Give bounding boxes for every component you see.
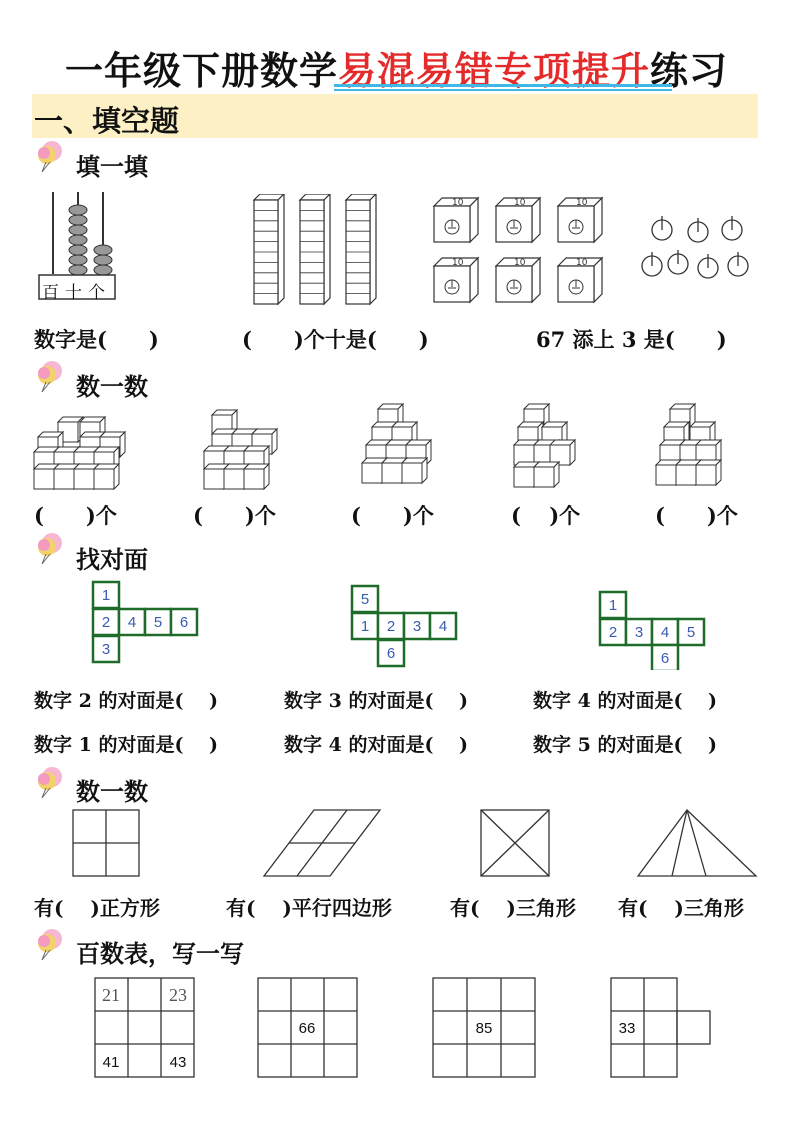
- abacus-labels: 百十个: [42, 283, 111, 303]
- net1-cell: 1: [101, 587, 111, 604]
- count-answer-1: ( )个: [34, 503, 117, 528]
- ten-rods-figure: [250, 194, 380, 306]
- title-part1: 一年级下册数学: [64, 48, 338, 93]
- cube-stack-5: [656, 404, 721, 485]
- grid2-cell: 66: [298, 1020, 316, 1037]
- hundred-grids-figure: [0, 976, 793, 1080]
- grid1-cell: 23: [169, 985, 187, 1005]
- net3-cell: 5: [686, 624, 696, 641]
- subsection-title-count: 数一数: [76, 372, 148, 401]
- balloon-icon: [34, 140, 64, 174]
- net2-cell: 2: [386, 618, 396, 635]
- balloon-icon: [34, 928, 64, 962]
- net2-cell: 5: [360, 591, 370, 608]
- title-part3: 练习: [650, 48, 729, 93]
- net1-cell: 5: [153, 614, 163, 631]
- cube-nets-figure: [0, 578, 793, 670]
- cube-stack-4: [514, 404, 575, 487]
- opposite-question-5: 数字 4 的对面是( ): [284, 734, 469, 756]
- section-title: 一、填空题: [34, 104, 180, 138]
- net3-cell: 6: [660, 650, 670, 667]
- balloon-icon: [34, 360, 64, 394]
- grid1-cell: 41: [102, 1054, 120, 1071]
- grid4-cell: 33: [618, 1020, 636, 1037]
- subsection-title-shapes: 数一数: [76, 777, 148, 806]
- net2-cell: 1: [360, 618, 370, 635]
- net2-cell: 3: [412, 618, 422, 635]
- box-label: 10: [576, 258, 588, 268]
- count-answer-4: ( )个: [511, 503, 581, 528]
- grid1-cell: 21: [102, 985, 120, 1005]
- net3-cell: 3: [634, 624, 644, 641]
- shape-question-1: 有( )正方形: [34, 896, 160, 920]
- net3-cell: 1: [608, 597, 618, 614]
- opposite-question-1: 数字 2 的对面是( ): [34, 690, 219, 712]
- balloon-icon: [34, 532, 64, 566]
- shape-question-4: 有( )三角形: [618, 896, 744, 920]
- cube-stacks-figure: [30, 402, 766, 494]
- opposite-question-3: 数字 4 的对面是( ): [533, 690, 718, 712]
- ten-boxes-figure: [432, 196, 612, 308]
- count-answer-3: ( )个: [351, 503, 434, 528]
- title-underline-2: [334, 89, 672, 91]
- count-answer-2: ( )个: [193, 503, 276, 528]
- title-part2: 易混易错专项提升: [337, 48, 650, 93]
- net2-cell: 4: [438, 618, 448, 635]
- balloon-icon: [34, 766, 64, 800]
- box-label: 10: [514, 198, 526, 208]
- net1-cell: 2: [101, 614, 111, 631]
- opposite-question-4: 数字 1 的对面是( ): [34, 734, 219, 756]
- shapes-figure: [0, 808, 793, 880]
- net1-cell: 3: [101, 641, 111, 658]
- grid1-cell: 43: [169, 1054, 187, 1071]
- subsection-title-fill: 填一填: [76, 152, 148, 181]
- cube-stack-3: [362, 404, 431, 483]
- box-label: 10: [576, 198, 588, 208]
- fill-question-3: 67 添上 3 是( ): [536, 327, 727, 352]
- box-label: 10: [452, 258, 464, 268]
- count-answer-5: ( )个: [655, 503, 738, 528]
- opposite-question-2: 数字 3 的对面是( ): [284, 690, 469, 712]
- grid3-cell: 85: [475, 1020, 493, 1037]
- subsection-title-hundred: 百数表，写一写: [76, 939, 244, 968]
- cube-stack-1: [34, 417, 125, 489]
- fill-question-2: ( )个十是( ): [242, 327, 429, 352]
- shape-question-3: 有( )三角形: [450, 896, 576, 920]
- net2-cell: 6: [386, 645, 396, 662]
- net3-cell: 2: [608, 624, 618, 641]
- net3-cell: 4: [660, 624, 670, 641]
- fill-question-1: 数字是( ): [34, 327, 159, 352]
- shape-question-2: 有( )平行四边形: [226, 896, 392, 920]
- subsection-title-opposite: 找对面: [76, 545, 148, 574]
- net1-cell: 6: [179, 614, 189, 631]
- cube-stack-2: [204, 410, 277, 489]
- net1-cell: 4: [127, 614, 137, 631]
- box-label: 10: [452, 198, 464, 208]
- ones-figure: [638, 208, 756, 288]
- opposite-question-6: 数字 5 的对面是( ): [533, 734, 718, 756]
- title-underline: [334, 84, 672, 87]
- box-label: 10: [514, 258, 526, 268]
